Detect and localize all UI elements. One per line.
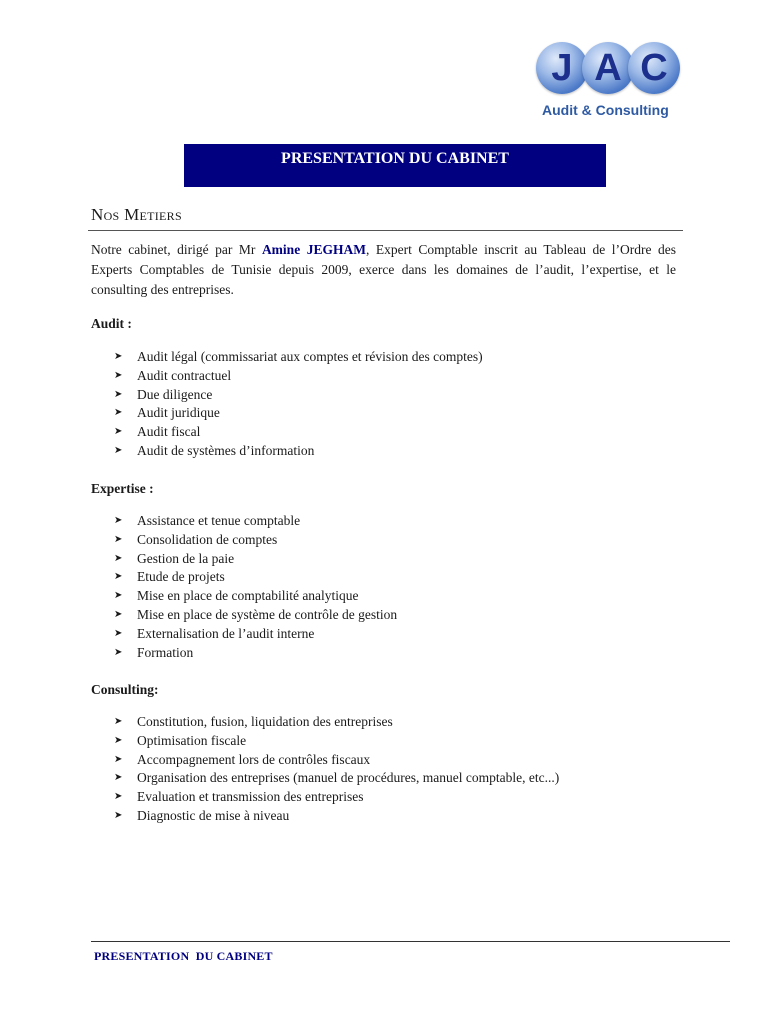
list-item [114,348,483,367]
logo-letter: C [640,47,668,89]
arrow-bullet-icon: ➤ [114,627,123,639]
category-title-consulting: Consulting: [91,682,159,697]
list-item-text: Accompagnement lors de contrôles fiscaux [137,751,371,767]
list-item-text: Evaluation et transmission des entreprises [137,789,364,805]
arrow-bullet-icon: ➤ [114,772,123,784]
list-item [114,550,397,569]
audit-list [114,348,483,461]
list-item [114,625,397,644]
list-item-text: Etude de projets [137,569,225,585]
intro-paragraph [91,240,676,300]
list-item [114,367,483,386]
intro-text-before: Notre cabinet, dirigé par Mr [91,242,262,257]
list-item-text: Audit légal (commissariat aux comptes et révision des comptes) [137,349,483,364]
footer-divider [91,941,730,942]
logo-letter: A [594,47,622,89]
arrow-bullet-icon: ➤ [114,426,123,438]
list-item-text: Gestion de la paie [137,550,235,566]
list-item [114,568,397,587]
arrow-bullet-icon: ➤ [114,407,123,419]
section-heading: Nos Metiers [91,205,182,224]
arrow-bullet-icon: ➤ [114,608,123,620]
list-item-text: Consolidation de comptes [137,531,278,547]
arrow-bullet-icon: ➤ [114,571,123,583]
list-item [114,713,559,732]
consulting-list [114,713,559,826]
list-item-text: Audit fiscal [137,424,201,440]
list-item-text: Diagnostic de mise à niveau [137,807,290,823]
list-item [114,606,397,625]
list-item-text: Audit juridique [137,405,220,421]
arrow-bullet-icon: ➤ [114,351,123,362]
arrow-bullet-icon: ➤ [114,388,123,400]
list-item [114,442,483,461]
list-item [114,807,559,826]
list-item [114,404,483,423]
arrow-bullet-icon: ➤ [114,791,123,803]
list-item-text: Mise en place de système de contrôle de gestion [137,606,398,622]
list-item-text: Organisation des entreprises (manuel de procédures, manuel comptable, etc...) [137,770,560,786]
logo-letter: J [551,47,573,89]
list-item-text: Formation [137,644,194,660]
list-item-text: Constitution, fusion, liquidation des entreprises [137,714,393,729]
expertise-list [114,512,397,662]
list-item [114,512,397,531]
arrow-bullet-icon: ➤ [114,646,123,658]
arrow-bullet-icon: ➤ [114,444,123,456]
list-item [114,788,559,807]
director-name: Amine JEGHAM [261,242,366,257]
arrow-bullet-icon: ➤ [114,734,123,746]
intro-text-after: , Expert Comptable inscrit au Tableau de l’Ordre des Experts Comptables de Tunisie depuis 2009, exerce dans les domaines de l’audit, l’expertise, et le consulting des entreprises. [91,242,676,297]
arrow-bullet-icon: ➤ [114,552,123,564]
footer-title: PRESENTATION DU CABINET [94,949,273,963]
list-item [114,732,559,751]
arrow-bullet-icon: ➤ [114,809,123,821]
list-item-text: Audit de systèmes d’information [137,442,315,458]
category-title-expertise: Expertise : [91,481,154,496]
arrow-bullet-icon: ➤ [114,533,123,545]
company-logo [534,42,684,124]
list-item [114,769,559,788]
list-item [114,644,397,663]
arrow-bullet-icon: ➤ [114,590,123,602]
list-item-text: Due diligence [137,386,213,402]
arrow-bullet-icon: ➤ [114,515,123,526]
list-item-text: Optimisation fiscale [137,732,247,748]
list-item-text: Audit contractuel [137,367,232,383]
page-title-banner: PRESENTATION DU CABINET [184,144,606,187]
list-item-text: Assistance et tenue comptable [137,513,301,528]
list-item [114,531,397,550]
arrow-bullet-icon: ➤ [114,369,123,381]
list-item [114,386,483,405]
arrow-bullet-icon: ➤ [114,716,123,727]
section-divider [88,230,683,231]
list-item-text: Mise en place de comptabilité analytique [137,588,359,604]
arrow-bullet-icon: ➤ [114,753,123,765]
list-item [114,751,559,770]
category-title-audit: Audit : [91,316,132,331]
list-item [114,587,397,606]
list-item-text: Externalisation de l’audit interne [137,625,315,641]
list-item [114,423,483,442]
logo-tagline: Audit & Consulting [542,102,669,118]
